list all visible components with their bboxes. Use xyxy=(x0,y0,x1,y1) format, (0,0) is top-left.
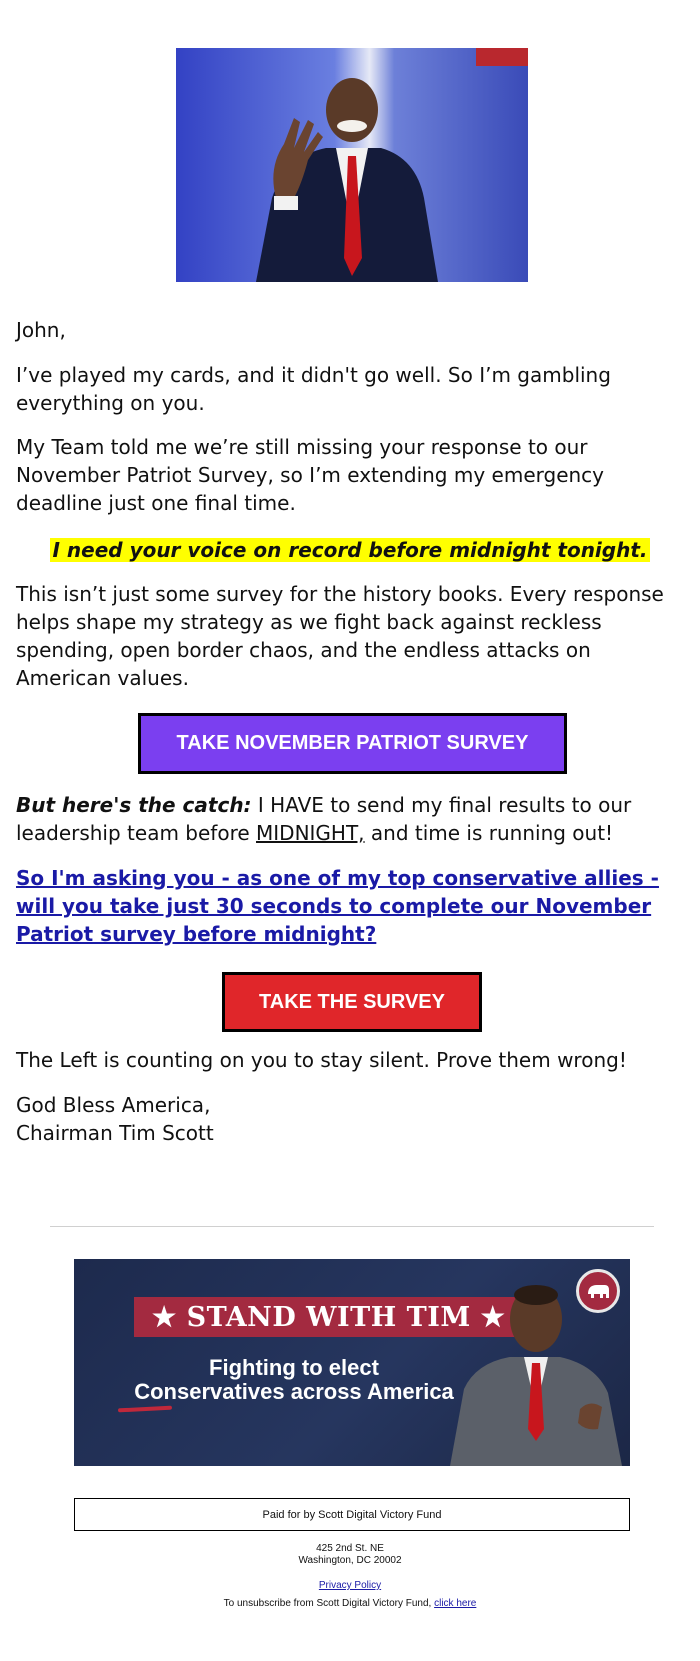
paragraph-catch xyxy=(16,791,686,847)
stand-with-tim-banner[interactable] xyxy=(74,1259,630,1466)
signoff-line-1: God Bless America, xyxy=(16,1093,211,1117)
address-line-1: 425 2nd St. NE xyxy=(316,1543,384,1554)
banner-tag: ★ STAND WITH TIM ★ xyxy=(134,1297,523,1337)
unsubscribe-link[interactable]: click here xyxy=(434,1598,477,1609)
paid-for-box: Paid for by Scott Digital Victory Fund xyxy=(74,1498,630,1531)
privacy-policy-link[interactable]: Privacy Policy xyxy=(318,1580,382,1591)
unsubscribe-text: To unsubscribe from Scott Digital Victory Fund, xyxy=(223,1598,435,1609)
banner-line-2: Conservatives across America xyxy=(134,1379,454,1404)
catch-lead: But here's the catch: xyxy=(16,793,252,817)
hero-photo xyxy=(176,48,528,282)
highlight-line xyxy=(0,536,700,564)
signoff-line-2: Chairman Tim Scott xyxy=(16,1121,214,1145)
banner-line-1: Fighting to elect xyxy=(209,1355,379,1380)
paragraph-closing: The Left is counting on you to stay silent. Prove them wrong! xyxy=(16,1048,627,1072)
speaker-portrait xyxy=(440,1259,630,1466)
unsubscribe-row xyxy=(0,1598,700,1610)
address-line-2: Washington, DC 20002 xyxy=(298,1555,402,1566)
paragraph-team-survey: My Team told me we’re still missing your response to our November Patriot Survey, so I’m extending my emergency deadline just one final time. xyxy=(16,435,605,515)
catch-end: and time is running out! xyxy=(364,821,614,845)
paragraph-strategy: This isn’t just some survey for the history books. Every response helps shape my strategy as we fight back against reckless spending, open border chaos, and the endless attacks on American values. xyxy=(16,582,664,690)
paragraph-gambling: I’ve played my cards, and it didn't go well. So I’m gambling everything on you. xyxy=(16,363,611,415)
greeting: John, xyxy=(16,318,66,342)
footer-divider xyxy=(50,1226,654,1227)
take-the-survey-button[interactable]: TAKE THE SURVEY xyxy=(222,972,482,1032)
midnight-text: MIDNIGHT, xyxy=(256,821,365,845)
privacy-policy-row xyxy=(0,1580,700,1592)
highlight-text: I need your voice on record before midnight tonight. xyxy=(52,538,648,562)
banner-underline-accent xyxy=(118,1406,172,1413)
catch-mid: I HAVE to send my final results to our leadership team before xyxy=(16,793,632,845)
take-november-patriot-survey-button[interactable]: TAKE NOVEMBER PATRIOT SURVEY xyxy=(138,713,567,774)
survey-ask-link[interactable]: So I'm asking you - as one of my top conservative allies - will you take just 30 seconds to complete our November Patriot survey before midnight? xyxy=(16,866,659,946)
